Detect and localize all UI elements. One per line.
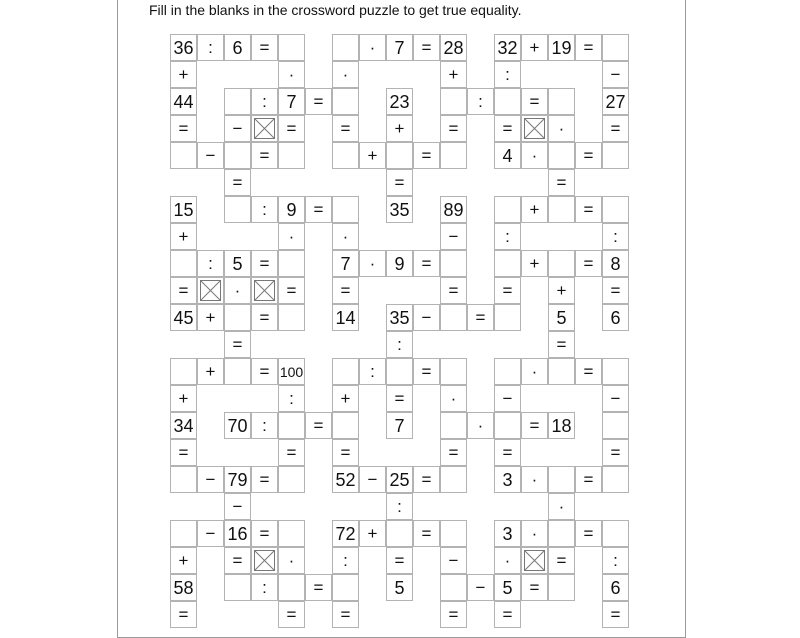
- operator-cell: =: [251, 250, 278, 277]
- blank-cell[interactable]: [440, 412, 467, 439]
- operator-cell: −: [197, 466, 224, 493]
- operator-cell: =: [332, 439, 359, 466]
- number-cell: 5: [224, 250, 251, 277]
- operator-cell: :: [602, 223, 629, 250]
- number-cell: 32: [494, 34, 521, 61]
- operator-cell: +: [332, 385, 359, 412]
- blank-cell[interactable]: [440, 304, 467, 331]
- number-cell: 5: [548, 304, 575, 331]
- number-cell: 79: [224, 466, 251, 493]
- operator-cell: :: [386, 331, 413, 358]
- blank-cell[interactable]: [224, 196, 251, 223]
- blank-cell[interactable]: [224, 142, 251, 169]
- operator-cell: =: [305, 88, 332, 115]
- operator-cell: =: [305, 412, 332, 439]
- operator-cell: ·: [521, 142, 548, 169]
- blank-cell[interactable]: [332, 88, 359, 115]
- blank-cell[interactable]: [278, 142, 305, 169]
- number-cell: 35: [386, 304, 413, 331]
- operator-cell: =: [413, 142, 440, 169]
- blank-cell[interactable]: [548, 358, 575, 385]
- operator-cell: ·: [332, 223, 359, 250]
- blank-cell[interactable]: [332, 358, 359, 385]
- number-cell: 25: [386, 466, 413, 493]
- operator-cell: =: [602, 115, 629, 142]
- blank-cell[interactable]: [440, 88, 467, 115]
- operator-cell: ·: [278, 547, 305, 574]
- operator-cell: :: [332, 547, 359, 574]
- blank-cell[interactable]: [386, 358, 413, 385]
- operator-cell: :: [251, 574, 278, 601]
- operator-cell: ·: [521, 358, 548, 385]
- blank-cell[interactable]: [332, 34, 359, 61]
- number-cell: 52: [332, 466, 359, 493]
- operator-cell: :: [197, 34, 224, 61]
- blank-cell[interactable]: [548, 574, 575, 601]
- blank-cell[interactable]: [332, 574, 359, 601]
- operator-cell: +: [197, 304, 224, 331]
- operator-cell: −: [359, 466, 386, 493]
- instruction-text: Fill in the blanks in the crossword puzzle to get true equality.: [149, 2, 522, 18]
- operator-cell: =: [251, 358, 278, 385]
- number-cell: 9: [386, 250, 413, 277]
- blank-cell[interactable]: [440, 520, 467, 547]
- operator-cell: +: [170, 61, 197, 88]
- blank-cell[interactable]: [548, 142, 575, 169]
- operator-cell: =: [332, 115, 359, 142]
- blank-cell[interactable]: [440, 358, 467, 385]
- blank-cell[interactable]: [170, 466, 197, 493]
- operator-cell: =: [413, 466, 440, 493]
- operator-cell: =: [494, 439, 521, 466]
- operator-cell: =: [494, 115, 521, 142]
- operator-cell: ·: [521, 520, 548, 547]
- operator-cell: =: [386, 385, 413, 412]
- blank-cell[interactable]: [602, 196, 629, 223]
- operator-cell: =: [440, 439, 467, 466]
- operator-cell: =: [251, 520, 278, 547]
- operator-cell: :: [386, 493, 413, 520]
- operator-cell: =: [548, 169, 575, 196]
- blank-cell[interactable]: [548, 466, 575, 493]
- operator-cell: −: [494, 385, 521, 412]
- operator-cell: :: [494, 61, 521, 88]
- operator-cell: =: [602, 439, 629, 466]
- operator-cell: =: [413, 358, 440, 385]
- blank-cell[interactable]: [278, 466, 305, 493]
- operator-cell: +: [386, 115, 413, 142]
- operator-cell: :: [251, 412, 278, 439]
- blank-cell[interactable]: [602, 34, 629, 61]
- number-cell: 89: [440, 196, 467, 223]
- operator-cell: =: [305, 574, 332, 601]
- blocked-cell: [521, 115, 548, 142]
- operator-cell: +: [197, 358, 224, 385]
- operator-cell: =: [386, 169, 413, 196]
- operator-cell: =: [575, 142, 602, 169]
- blank-cell[interactable]: [494, 196, 521, 223]
- number-cell: 3: [494, 466, 521, 493]
- number-cell: 3: [494, 520, 521, 547]
- blocked-cell: [197, 277, 224, 304]
- cross-icon: [524, 118, 545, 139]
- blank-cell[interactable]: [332, 412, 359, 439]
- blank-cell[interactable]: [494, 304, 521, 331]
- operator-cell: :: [251, 196, 278, 223]
- number-cell: 5: [494, 574, 521, 601]
- number-cell: 72: [332, 520, 359, 547]
- operator-cell: =: [575, 520, 602, 547]
- blocked-cell: [521, 547, 548, 574]
- number-cell: 15: [170, 196, 197, 223]
- operator-cell: ·: [359, 250, 386, 277]
- operator-cell: :: [602, 547, 629, 574]
- cross-icon: [200, 280, 221, 301]
- blank-cell[interactable]: [440, 466, 467, 493]
- blank-cell[interactable]: [278, 574, 305, 601]
- blank-cell[interactable]: [332, 142, 359, 169]
- blocked-cell: [251, 115, 278, 142]
- operator-cell: −: [602, 61, 629, 88]
- blank-cell[interactable]: [548, 520, 575, 547]
- blank-cell[interactable]: [548, 88, 575, 115]
- operator-cell: −: [197, 142, 224, 169]
- cross-icon: [254, 118, 275, 139]
- operator-cell: ·: [224, 277, 251, 304]
- operator-cell: =: [494, 277, 521, 304]
- operator-cell: =: [224, 331, 251, 358]
- number-cell: 100: [278, 358, 305, 385]
- operator-cell: ·: [359, 34, 386, 61]
- operator-cell: −: [440, 547, 467, 574]
- cross-icon: [254, 280, 275, 301]
- operator-cell: :: [494, 223, 521, 250]
- operator-cell: =: [602, 601, 629, 628]
- number-cell: 45: [170, 304, 197, 331]
- operator-cell: +: [170, 547, 197, 574]
- operator-cell: =: [575, 466, 602, 493]
- blank-cell[interactable]: [170, 250, 197, 277]
- number-cell: 9: [278, 196, 305, 223]
- operator-cell: =: [575, 34, 602, 61]
- blank-cell[interactable]: [278, 304, 305, 331]
- operator-cell: =: [548, 547, 575, 574]
- operator-cell: =: [332, 601, 359, 628]
- operator-cell: ·: [467, 412, 494, 439]
- operator-cell: =: [170, 115, 197, 142]
- operator-cell: :: [467, 88, 494, 115]
- operator-cell: =: [278, 277, 305, 304]
- operator-cell: =: [224, 169, 251, 196]
- number-cell: 8: [602, 250, 629, 277]
- number-cell: 18: [548, 412, 575, 439]
- operator-cell: :: [251, 88, 278, 115]
- number-cell: 27: [602, 88, 629, 115]
- operator-cell: ·: [521, 466, 548, 493]
- operator-cell: −: [224, 493, 251, 520]
- blank-cell[interactable]: [386, 142, 413, 169]
- blank-cell[interactable]: [494, 358, 521, 385]
- operator-cell: =: [278, 439, 305, 466]
- operator-cell: :: [359, 358, 386, 385]
- operator-cell: =: [602, 277, 629, 304]
- blank-cell[interactable]: [602, 520, 629, 547]
- blank-cell[interactable]: [224, 358, 251, 385]
- blocked-cell: [251, 547, 278, 574]
- number-cell: 35: [386, 196, 413, 223]
- blank-cell[interactable]: [224, 304, 251, 331]
- number-cell: 28: [440, 34, 467, 61]
- operator-cell: =: [224, 547, 251, 574]
- blank-cell[interactable]: [224, 88, 251, 115]
- operator-cell: =: [251, 142, 278, 169]
- operator-cell: −: [440, 223, 467, 250]
- operator-cell: =: [413, 520, 440, 547]
- blank-cell[interactable]: [494, 412, 521, 439]
- operator-cell: =: [278, 601, 305, 628]
- number-cell: 58: [170, 574, 197, 601]
- operator-cell: ·: [440, 385, 467, 412]
- operator-cell: =: [440, 277, 467, 304]
- operator-cell: ·: [278, 61, 305, 88]
- operator-cell: −: [467, 574, 494, 601]
- operator-cell: =: [467, 304, 494, 331]
- operator-cell: ·: [332, 61, 359, 88]
- number-cell: 7: [386, 412, 413, 439]
- blank-cell[interactable]: [494, 88, 521, 115]
- number-cell: 6: [602, 574, 629, 601]
- number-cell: 34: [170, 412, 197, 439]
- blank-cell[interactable]: [278, 34, 305, 61]
- blank-cell[interactable]: [386, 520, 413, 547]
- operator-cell: +: [359, 520, 386, 547]
- number-cell: 7: [332, 250, 359, 277]
- blank-cell[interactable]: [548, 196, 575, 223]
- operator-cell: =: [575, 196, 602, 223]
- operator-cell: +: [548, 277, 575, 304]
- operator-cell: =: [251, 304, 278, 331]
- operator-cell: =: [440, 115, 467, 142]
- cross-icon: [254, 550, 275, 571]
- operator-cell: =: [440, 601, 467, 628]
- number-cell: 19: [548, 34, 575, 61]
- blank-cell[interactable]: [278, 250, 305, 277]
- operator-cell: :: [278, 385, 305, 412]
- blank-cell[interactable]: [278, 412, 305, 439]
- blank-cell[interactable]: [440, 250, 467, 277]
- blocked-cell: [251, 277, 278, 304]
- operator-cell: =: [251, 34, 278, 61]
- blank-cell[interactable]: [602, 142, 629, 169]
- operator-cell: =: [494, 601, 521, 628]
- blank-cell[interactable]: [170, 358, 197, 385]
- blank-cell[interactable]: [224, 574, 251, 601]
- operator-cell: =: [575, 358, 602, 385]
- blank-cell[interactable]: [440, 574, 467, 601]
- operator-cell: =: [386, 547, 413, 574]
- operator-cell: =: [305, 196, 332, 223]
- operator-cell: −: [413, 304, 440, 331]
- blank-cell[interactable]: [602, 466, 629, 493]
- number-cell: 6: [224, 34, 251, 61]
- operator-cell: +: [521, 34, 548, 61]
- operator-cell: =: [575, 250, 602, 277]
- operator-cell: +: [359, 142, 386, 169]
- operator-cell: =: [332, 277, 359, 304]
- operator-cell: =: [170, 601, 197, 628]
- operator-cell: =: [413, 250, 440, 277]
- operator-cell: +: [440, 61, 467, 88]
- operator-cell: =: [170, 439, 197, 466]
- operator-cell: =: [170, 277, 197, 304]
- operator-cell: =: [521, 412, 548, 439]
- blank-cell[interactable]: [332, 196, 359, 223]
- blank-cell[interactable]: [602, 412, 629, 439]
- blank-cell[interactable]: [440, 142, 467, 169]
- operator-cell: ·: [548, 493, 575, 520]
- number-cell: 6: [602, 304, 629, 331]
- cross-icon: [524, 550, 545, 571]
- blank-cell[interactable]: [602, 358, 629, 385]
- operator-cell: −: [224, 115, 251, 142]
- number-cell: 36: [170, 34, 197, 61]
- operator-cell: +: [170, 385, 197, 412]
- operator-cell: =: [413, 34, 440, 61]
- blank-cell[interactable]: [170, 520, 197, 547]
- number-cell: 5: [386, 574, 413, 601]
- operator-cell: −: [602, 385, 629, 412]
- operator-cell: ·: [278, 223, 305, 250]
- number-cell: 4: [494, 142, 521, 169]
- operator-cell: +: [521, 196, 548, 223]
- operator-cell: ·: [494, 547, 521, 574]
- blank-cell[interactable]: [548, 250, 575, 277]
- operator-cell: =: [521, 88, 548, 115]
- operator-cell: −: [197, 520, 224, 547]
- number-cell: 7: [278, 88, 305, 115]
- operator-cell: +: [521, 250, 548, 277]
- operator-cell: =: [278, 115, 305, 142]
- number-cell: 7: [386, 34, 413, 61]
- operator-cell: =: [548, 331, 575, 358]
- number-cell: 70: [224, 412, 251, 439]
- operator-cell: =: [521, 574, 548, 601]
- blank-cell[interactable]: [170, 142, 197, 169]
- operator-cell: +: [170, 223, 197, 250]
- number-cell: 16: [224, 520, 251, 547]
- number-cell: 23: [386, 88, 413, 115]
- number-cell: 14: [332, 304, 359, 331]
- operator-cell: =: [251, 466, 278, 493]
- blank-cell[interactable]: [278, 520, 305, 547]
- operator-cell: ·: [548, 115, 575, 142]
- number-cell: 44: [170, 88, 197, 115]
- blank-cell[interactable]: [494, 250, 521, 277]
- operator-cell: :: [197, 250, 224, 277]
